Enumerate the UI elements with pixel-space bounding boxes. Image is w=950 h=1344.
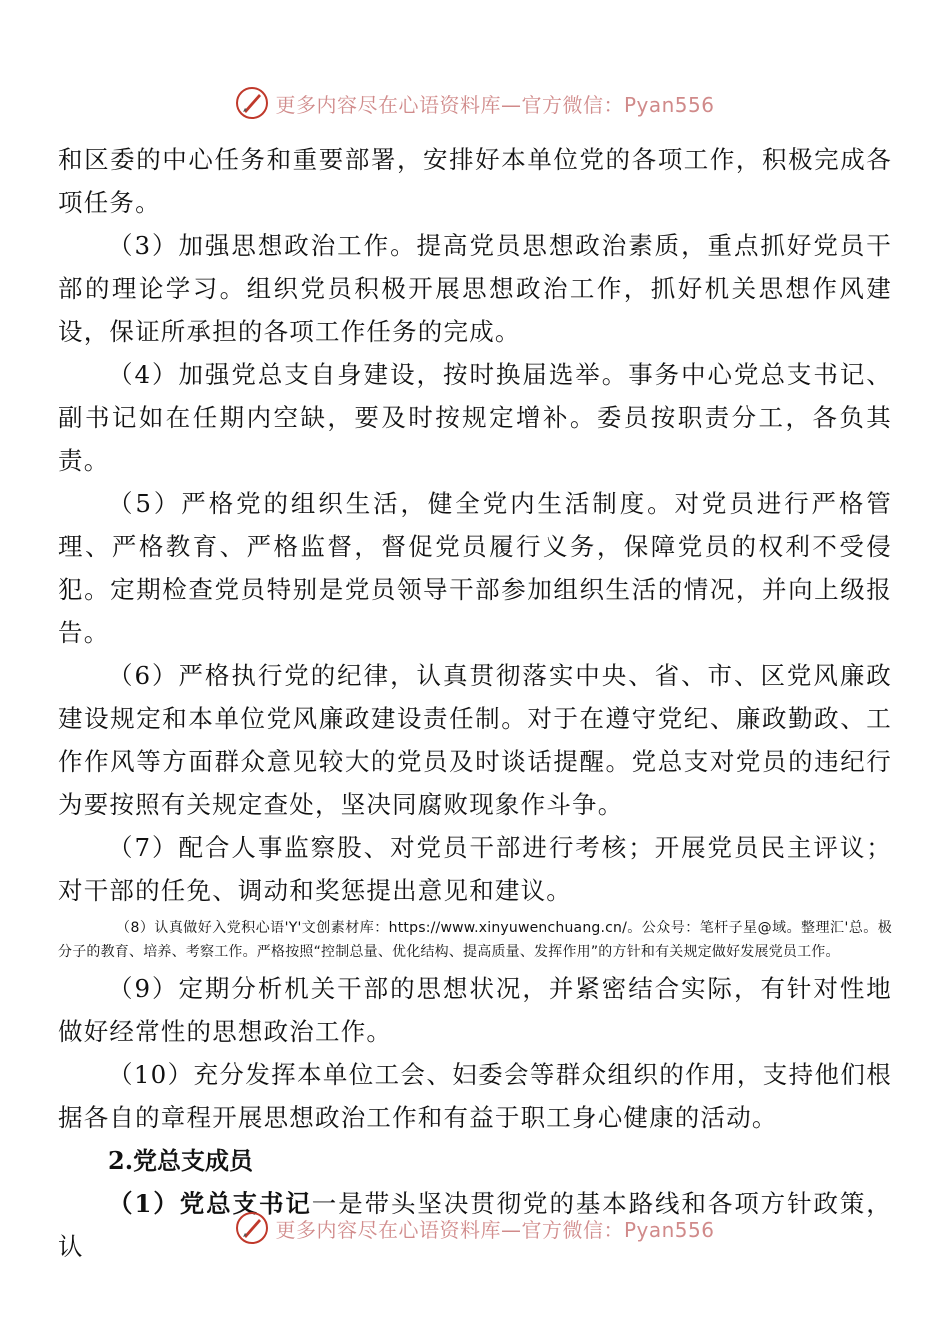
paragraph-continuation: 和区委的中心任务和重要部署，安排好本单位党的各项工作，积极完成各项任务。 (58, 145, 892, 217)
paragraph-item-4: （4）加强党总支自身建设，按时换届选举。事务中心党总支书记、副书记如在任期内空缺，要及时按规定增补。委员按职责分工，各负其责。 (58, 360, 892, 475)
paragraph-item-7: （7）配合人事监察股、对党员干部进行考核；开展党员民主评议；对干部的任免、调动和奖惩提出意见和建议。 (58, 833, 892, 905)
footer-banner-text: 更多内容尽在心语资料库—官方微信：Pyan556 (275, 1217, 715, 1242)
paragraph-item-9: （9）定期分析机关干部的思想状况，并紧密结合实际，有针对性地做好经常性的思想政治工作。 (58, 974, 892, 1046)
paragraph-item-5: （5）严格党的组织生活，健全党内生活制度。对党员进行严格管理、严格教育、严格监督，督促党员履行义务，保障党员的权利不受侵犯。定期检查党员特别是党员领导干部参加组织生活的情况，并向上级报告。 (58, 489, 892, 647)
paragraph-item-10: （10）充分发挥本单位工会、妇委会等群众组织的作用，支持他们根据各自的章程开展思想政治工作和有益于职工身心健康的活动。 (58, 1060, 892, 1132)
footer-banner (0, 1208, 950, 1248)
document-body (58, 138, 892, 1268)
header-banner (0, 83, 950, 123)
header-banner-text: 更多内容尽在心语资料库—官方微信：Pyan556 (275, 92, 715, 117)
quill-logo-icon (235, 86, 269, 120)
secretary-text: 一是带头坚决贯彻党的基本路线和各项方针政策，认 (58, 1189, 892, 1261)
quill-logo-icon (235, 1211, 269, 1245)
paragraph-item-8-small: （8）认真做好入党积心语'Y'文创素材库：https://www.xinyuwenchuang.cn/。公众号：笔杆子星@域。整理汇'总。极分子的教育、培养、考察工作。严格按照“控制总量、优化结构、提高质量、发挥作用”的方针和有关规定做好发展党员工作。 (58, 920, 892, 960)
paragraph-item-6: （6）严格执行党的纪律，认真贯彻落实中央、省、市、区党风廉政建设规定和本单位党风廉政建设责任制。对于在遵守党纪、廉政勤政、工作作风等方面群众意见较大的党员及时谈话提醒。党总支对党员的违纪行为要按照有关规定查处，坚决同腐败现象作斗争。 (58, 661, 892, 819)
paragraph-item-3: （3）加强思想政治工作。提高党员思想政治素质，重点抓好党员干部的理论学习。组织党员积极开展思想政治工作，抓好机关思想作风建设，保证所承担的各项工作任务的完成。 (58, 231, 892, 346)
secretary-lead: （1）党总支书记 (108, 1189, 312, 1218)
section-heading: 2.党总支成员 (108, 1146, 254, 1175)
